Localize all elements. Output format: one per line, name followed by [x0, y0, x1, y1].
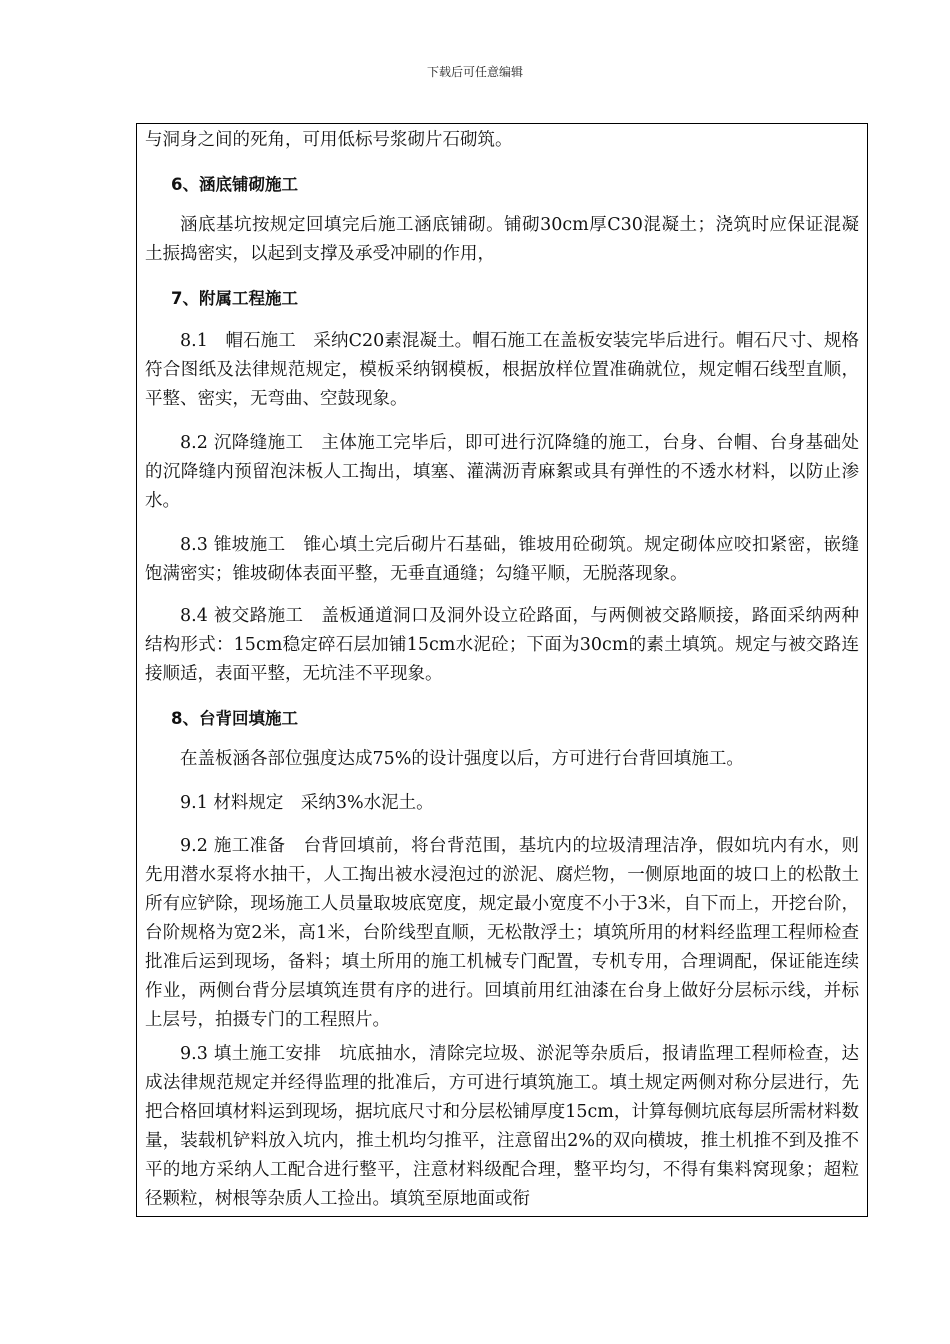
- paragraph-culvert-bottom: 涵底基坑按规定回填完后施工涵底铺砌。铺砌30cm厚C30混凝土；浇筑时应保证混凝土振捣密实，以起到支撑及承受冲刷的作用，: [145, 215, 859, 264]
- paragraph-8-3: 8.3 锥坡施工 锥心填土完后砌片石基础，锥坡用砼砌筑。规定砌体应咬扣紧密，嵌缝饱满密实；锥坡砌体表面平整，无垂直通缝；勾缝平顺，无脱落现象。: [145, 535, 859, 584]
- page-header-note: 下载后可任意编辑: [426, 65, 523, 79]
- paragraph-9-2: 9.2 施工准备 台背回填前，将台背范围，基坑内的垃圾清理洁净，假如坑内有水，则先用潜水泵将水抽干，人工掏出被水浸泡过的淤泥、腐烂物，一侧原地面的坡口上的松散土所有应铲除，现场施工人员量取坡底宽度，规定最小宽度不小于3米，自下而上，开挖台阶，台阶规格为宽2米，高1米，台阶线型直顺，无松散浮土；填筑所用的材料经监理工程师检查批准后运到现场，备料；填土所用的施工机械专门配置，专机专用，合理调配，保证能连续作业，两侧台背分层填筑连贯有序的进行。回填前用红油漆在台身上做好分层标示线，并标上层号，拍摄专门的工程照片。: [145, 836, 859, 1030]
- paragraph-backfill-intro: 在盖板涵各部位强度达成75%的设计强度以后，方可进行台背回填施工。: [180, 749, 744, 769]
- document-frame: [136, 123, 868, 1217]
- section-heading-7: 7、附属工程施工: [171, 289, 298, 308]
- paragraph-9-3: 9.3 填土施工安排 坑底抽水，清除完垃圾、淤泥等杂质后，报请监理工程师检查，达成法律规范规定并经得监理的批准后，方可进行填筑施工。填土规定两侧对称分层进行，先把合格回填材料运到现场，据坑底尺寸和分层松铺厚度15cm，计算每侧坑底每层所需材料数量，装载机铲料放入坑内，推土机均匀推平，注意留出2%的双向横坡，推土机推不到及推不平的地方采纳人工配合进行整平，注意材料级配合理，整平均匀，不得有集料窝现象；超粒径颗粒，树根等杂质人工捡出。填筑至原地面或衔: [145, 1044, 859, 1209]
- paragraph-continuation: 与洞身之间的死角，可用低标号浆砌片石砌筑。: [145, 130, 513, 150]
- paragraph-8-4: 8.4 被交路施工 盖板通道洞口及洞外设立砼路面，与两侧被交路顺接，路面采纳两种结构形式：15cm稳定碎石层加铺15cm水泥砼；下面为30cm的素土填筑。规定与被交路连接顺适，表面平整，无坑洼不平现象。: [145, 606, 859, 684]
- paragraph-9-1: 9.1 材料规定 采纳3%水泥土。: [180, 793, 434, 813]
- section-heading-8: 8、台背回填施工: [171, 709, 298, 728]
- paragraph-8-1: 8.1 帽石施工 采纳C20素混凝土。帽石施工在盖板安装完毕后进行。帽石尺寸、规格符合图纸及法律规范规定，模板采纳钢模板，根据放样位置准确就位，规定帽石线型直顺，平整、密实，无弯曲、空鼓现象。: [145, 331, 859, 409]
- section-heading-6: 6、涵底铺砌施工: [171, 175, 298, 194]
- paragraph-8-2: 8.2 沉降缝施工 主体施工完毕后，即可进行沉降缝的施工，台身、台帽、台身基础处的沉降缝内预留泡沫板人工掏出，填塞、灌满沥青麻絮或具有弹性的不透水材料，以防止渗水。: [145, 433, 859, 511]
